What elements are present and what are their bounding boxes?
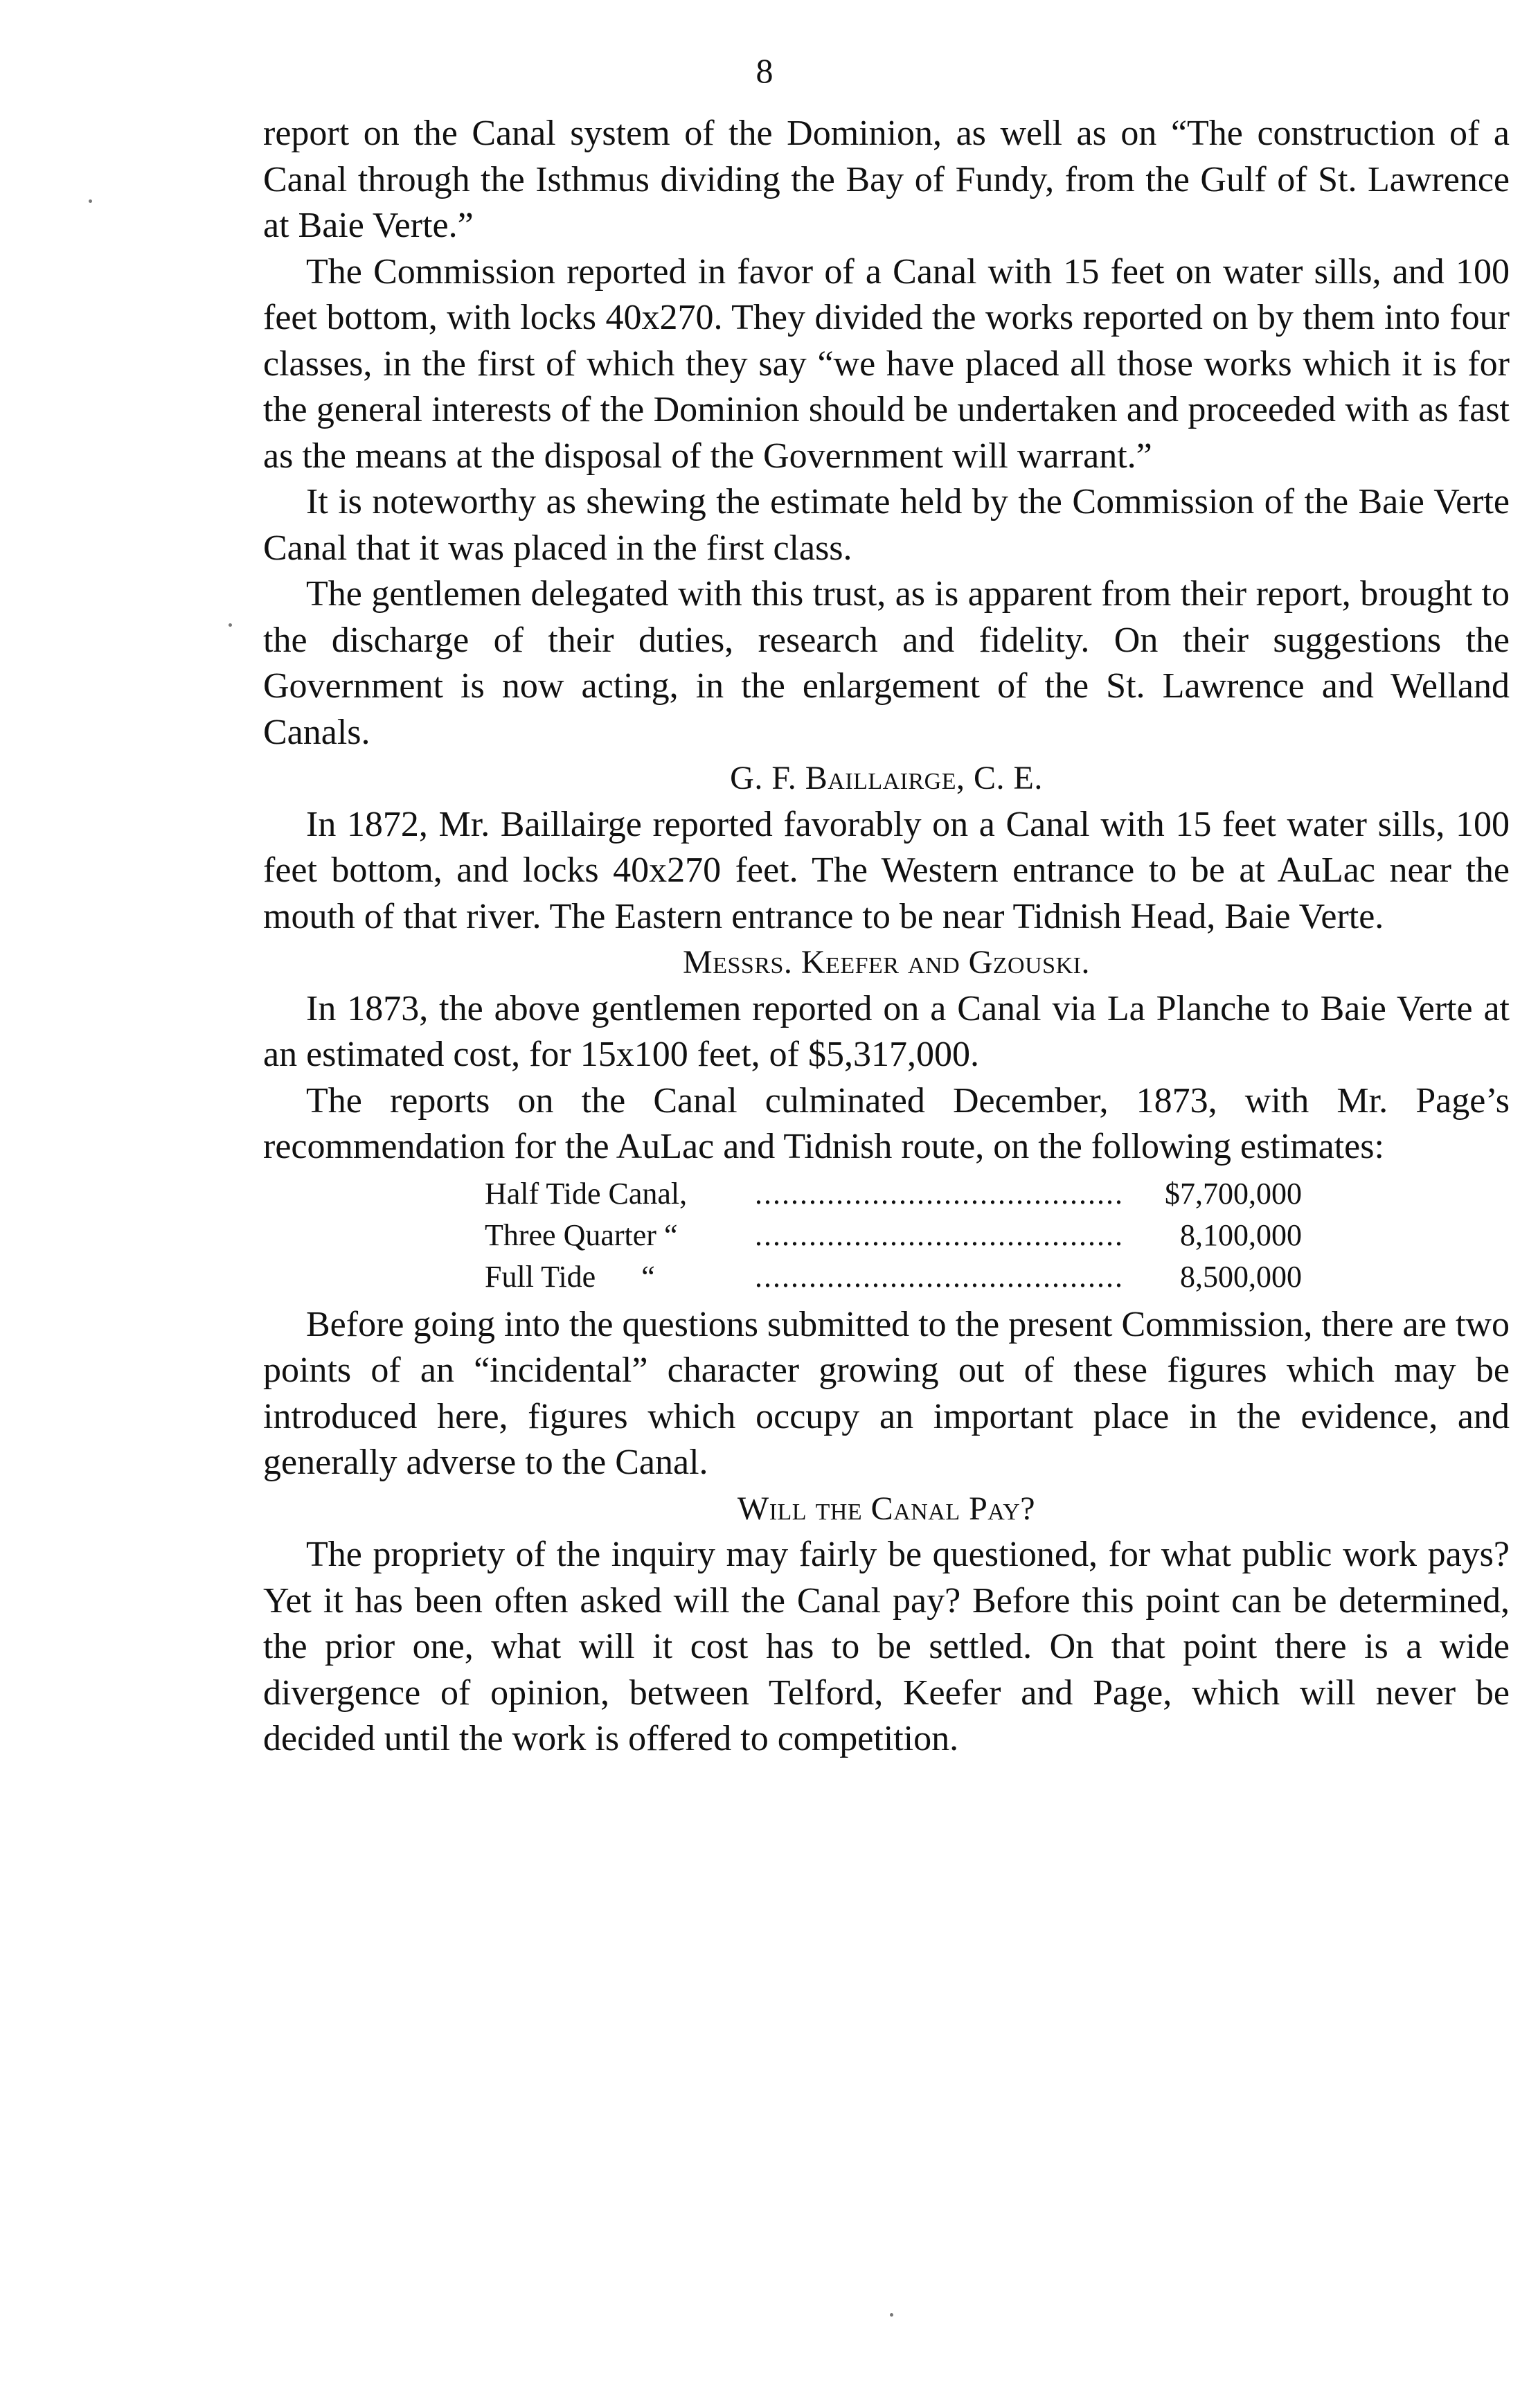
estimate-value: 8,100,000 [1180,1218,1302,1252]
estimate-label: Three Quarter “ [485,1218,678,1252]
dot-leader [755,1215,1122,1256]
margin-speck [229,623,232,627]
section-heading-keefer: Messrs. Keefer and Gzouski. [683,944,1090,981]
paragraph-canal-report: report on the Canal system of the Dominion, as well as on “The construction of a Canal through the Isthmus dividing the Bay of Fundy, from the Gulf of St. Lawrence at Baie Verte.” [263,114,1510,245]
page-number: 8 [755,51,774,90]
dot-leader [755,1173,1122,1215]
estimates-table [263,1173,1510,1298]
paragraph-page-report: The reports on the Canal culminated December, 1873, with Mr. Page’s recommendation for the AuLac and Tidnish route, on the following estimates: [263,1080,1510,1166]
section-heading-will-canal-pay: Will the Canal Pay? [737,1490,1036,1527]
paragraph-commission: The Commission reported in favor of a Canal with 15 feet on water sills, and 100 feet bottom, with locks 40x270. They divided the works reported on by them into four classes, in the first of which they say “we have placed all those works which it is for the general interests of the Dominion should be undertaken and proceeded with as fast as the means at the disposal of the Government will warrant.” [263,251,1510,476]
section-heading-baillairge: G. F. Baillairge, C. E. [730,760,1043,796]
estimate-value: 8,500,000 [1180,1259,1302,1294]
margin-speck [890,2313,893,2317]
estimate-row [485,1256,1302,1298]
estimate-value: $7,700,000 [1165,1176,1302,1211]
paragraph-noteworthy: It is noteworthy as shewing the estimate held by the Commission of the Baie Verte Canal that it was placed in the first class. [263,482,1510,568]
body-text [263,111,1510,1763]
margin-speck [89,199,92,203]
estimate-row [485,1215,1302,1256]
paragraph-incidental: Before going into the questions submitted to the present Commission, there are two points of an “incidental” character growing out of these figures which may be introduced here, figures which occupy an important place in the evidence, and generally adverse to the Canal. [263,1304,1510,1482]
paragraph-keefer: In 1873, the above gentlemen reported on a Canal via La Planche to Baie Verte at an estimated cost, for 15x100 feet, of $5,317,000. [263,988,1510,1074]
estimate-row [485,1173,1302,1215]
paragraph-will-canal-pay: The propriety of the inquiry may fairly be questioned, for what public work pays? Yet it has been often asked will the Canal pay? Before this point can be determined, the prior one, what will it cost has to be settled. On that point there is a wide divergence of opinion, between Telford, Keefer and Page, which will never be decided until the work is offered to competition. [263,1535,1510,1758]
estimate-label: Half Tide Canal, [485,1176,688,1211]
dot-leader [755,1256,1122,1298]
paragraph-baillairge: In 1872, Mr. Baillairge reported favorably on a Canal with 15 feet water sills, 100 feet bottom, and locks 40x270 feet. The Western entrance to be at AuLac near the mouth of that river. The Eastern entrance to be near Tidnish Head, Baie Verte. [263,804,1510,936]
paragraph-gentlemen: The gentlemen delegated with this trust, as is apparent from their report, brought to the discharge of their duties, research and fidelity. On their suggestions the Government is now acting, in the enlargement of the St. Lawrence and Welland Canals. [263,574,1510,752]
estimate-label: Full Tide “ [485,1259,655,1294]
